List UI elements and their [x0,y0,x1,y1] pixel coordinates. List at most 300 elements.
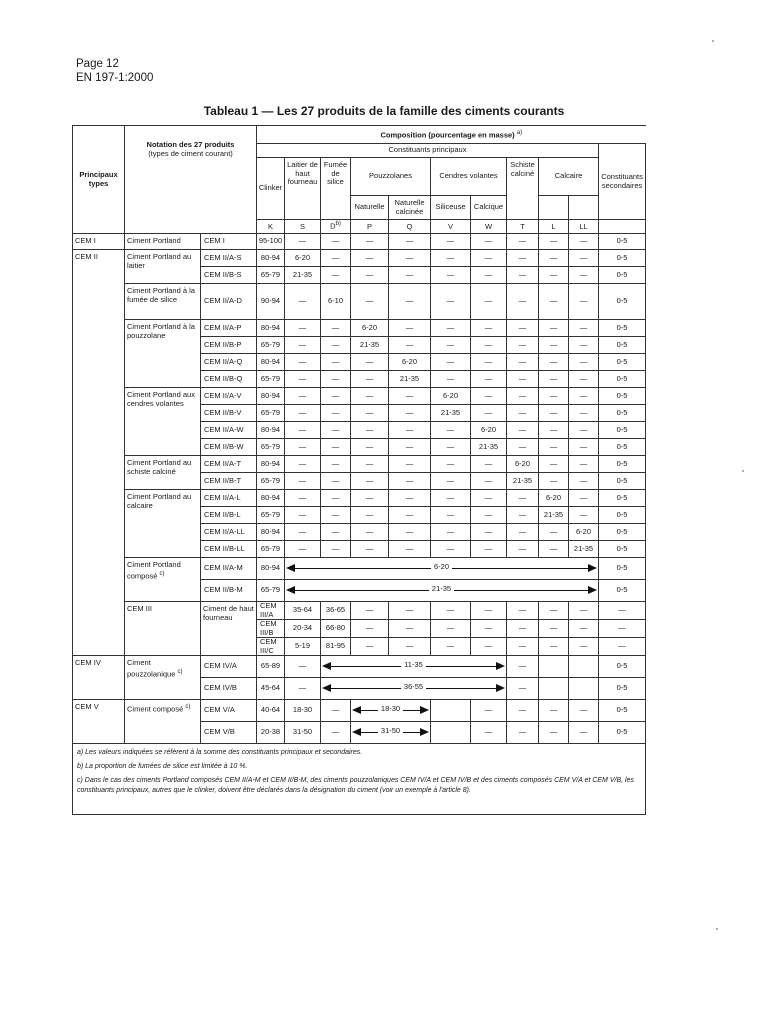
cell-l: — [539,388,569,405]
cell-k: 5-19 [285,638,321,656]
cell-k: 65-89 [257,656,285,678]
cell-q: — [431,638,471,656]
cell-t: — [507,422,539,439]
cell-ll: — [569,250,599,267]
cell-w: 21-35 [471,439,507,456]
cell-s: — [285,284,321,320]
cell-d: — [321,405,351,422]
cell-ll: — [599,620,646,638]
cement-code: CEM II/B-W [201,439,257,456]
cell-d: — [321,337,351,354]
cell-s: — [285,524,321,541]
cell-k: 80-94 [257,490,285,507]
cell-l: — [539,234,569,250]
cell-v: — [431,473,471,490]
symbol-q: Q [389,220,431,234]
cement-code: CEM II/B-P [201,337,257,354]
span-range-cem5a: 18-30 [351,700,431,722]
cell-p: — [351,422,389,439]
cell-secondaires: 0-5 [599,267,646,284]
cell-k: 65-79 [257,541,285,558]
cell-d: — [321,422,351,439]
cell-v: — [471,638,507,656]
span-range-cem2am: 6-20 [285,558,599,580]
scan-speck [712,40,714,42]
cell-k: 95-100 [257,234,285,250]
cell-t: — [539,638,569,656]
cell-s: 36-65 [321,602,351,620]
cement-code: CEM II/A-W [201,422,257,439]
cement-code: CEM II/B-M [201,580,257,602]
cell-v: — [431,267,471,284]
cell-k: 65-79 [257,371,285,388]
cell-q: — [389,405,431,422]
cell-ll: — [569,284,599,320]
cell-k: 20-34 [285,620,321,638]
cell-secondaires: 0-5 [599,473,646,490]
cell-v: — [431,507,471,524]
cell-t: — [507,250,539,267]
cell-v: — [471,620,507,638]
cement-code: CEM II/B-S [201,267,257,284]
cell-q: — [431,620,471,638]
cell-l: 21-35 [539,507,569,524]
cell-p: — [351,388,389,405]
cell-q: 6-20 [389,354,431,371]
cell-s: 81-95 [321,638,351,656]
header-naturelle: Naturelle [351,196,389,220]
cell-d: — [351,620,389,638]
cell-l [539,678,569,700]
cell-l: — [569,620,599,638]
cell-s: — [285,439,321,456]
cell-t: — [507,439,539,456]
cell-secondaires: 0-5 [599,722,646,744]
cell-t: — [507,524,539,541]
subgroup-compose: Ciment Portland composé $^{c)}$ [125,558,201,602]
cell-k: 35-64 [285,602,321,620]
cell-p: — [351,250,389,267]
cell-w: — [471,507,507,524]
cell-p: — [351,507,389,524]
cell-ll [569,656,599,678]
cell-d: — [321,507,351,524]
header-calcique: Calcique [471,196,507,220]
scan-speck [716,928,718,930]
cell-t: — [507,371,539,388]
subgroup-compose-v: Ciment composé $^{c)}$ [125,700,201,744]
group-cem-ii: CEM II [73,250,125,656]
cell-p: — [351,284,389,320]
cell-s: — [285,234,321,250]
cell-s: — [285,507,321,524]
cement-code: CEM III/A [257,602,285,620]
cell-secondaires: 0-5 [599,700,646,722]
cement-code: CEM IV/B [201,678,257,700]
cell-ll: 21-35 [569,541,599,558]
cell-w: — [471,250,507,267]
cell-k: 80-94 [257,320,285,337]
cement-code: CEM II/A-S [201,250,257,267]
cell-w: 6-20 [471,422,507,439]
cell-t: — [507,656,539,678]
cell-t: — [507,490,539,507]
symbol-secondaires [599,220,646,234]
cell-d: — [321,439,351,456]
cell-secondaires: 0-5 [599,234,646,250]
cell-p: — [351,405,389,422]
cell-p: 6-20 [351,320,389,337]
cell-p: — [351,371,389,388]
cell-v: — [431,337,471,354]
cement-code: CEM II/A-L [201,490,257,507]
scan-speck [742,470,744,472]
cell-p: — [351,456,389,473]
cell-t: — [507,354,539,371]
cell-k: 65-79 [257,405,285,422]
footnote-c: c) Dans le cas des ciments Portland composés CEM II/A-M et CEM II/B-M, des ciments pouzzolaniques CEM IV/A et CEM IV/B et des ciments composés CEM V/A et CEM V/B, les constituants principaux, autres que le clinker, doivent être déclarés dans la désignation du ciment (voir un exemple à l'article 8). [77,777,634,794]
cell-q: — [389,320,431,337]
header-secondaires: Constituants secondaires [599,144,646,220]
cell-s: 21-35 [285,267,321,284]
cell-s: — [285,490,321,507]
cell-d: — [321,473,351,490]
cell-secondaires: 0-5 [599,524,646,541]
cell-q: — [389,337,431,354]
cell-q: — [389,541,431,558]
standard-reference: EN 197-1:2000 [76,72,154,84]
span-range-cem4a: 11-35 [321,656,507,678]
cell-q: — [389,388,431,405]
cell-w: — [507,638,539,656]
symbol-w: W [471,220,507,234]
cell-d: — [321,250,351,267]
cell-t: — [507,541,539,558]
footnotes [73,744,646,815]
cell-k: 40-64 [257,700,285,722]
cell-l: — [539,722,569,744]
cell-w: — [471,234,507,250]
header-composition: Composition (pourcentage en masse) $^{a)}$ [257,126,646,144]
cell-p: — [351,473,389,490]
cell-d: — [321,320,351,337]
group-cem-iii: CEM III [125,602,201,656]
cell-s: — [285,456,321,473]
header-laitier: Laitier de haut fourneau [285,158,321,220]
cell-t: — [507,234,539,250]
cell-p: — [351,524,389,541]
cell-l: — [539,320,569,337]
cell-ll: — [569,439,599,456]
cell-t: — [507,337,539,354]
cement-code: CEM II/A-D [201,284,257,320]
cement-code: CEM I [201,234,257,250]
subgroup-laitier: Ciment Portland au laitier [125,250,201,284]
cell-v: — [431,422,471,439]
subgroup-cendres: Ciment Portland aux cendres volantes [125,388,201,456]
cell-p: — [351,439,389,456]
cell-p: — [389,602,431,620]
cell-ll: — [569,456,599,473]
cell-l: — [539,371,569,388]
cell-secondaires: 0-5 [599,490,646,507]
cement-code: CEM II/A-M [201,558,257,580]
cell-secondaires: 0-5 [599,284,646,320]
cell-w: — [471,524,507,541]
cell-k: 65-79 [257,580,285,602]
table-title: Tableau 1 — Les 27 produits de la famille des ciments courants [203,104,565,118]
cell-d: — [321,234,351,250]
cell-k: 65-79 [257,507,285,524]
cell-ll: — [599,602,646,620]
cell-ll: 6-20 [569,524,599,541]
span-range-cem5b: 31-50 [351,722,431,744]
cell-q: — [389,490,431,507]
symbol-d: $D^{b)}$ [321,220,351,234]
cell-ll: — [599,638,646,656]
cell-s: — [285,656,321,678]
cell-k: 80-94 [257,354,285,371]
group-cem-iv: CEM IV [73,656,125,700]
cell-l: — [539,700,569,722]
symbol-t: T [507,220,539,234]
cell-secondaires: 0-5 [599,405,646,422]
cell-secondaires: 0-5 [599,541,646,558]
cell-v: — [431,234,471,250]
cell-ll: — [569,405,599,422]
cell-k: 45-64 [257,678,285,700]
cement-code: CEM II/A-V [201,388,257,405]
cell-v: 6-20 [431,388,471,405]
header-fumee: Fumée de silice [321,158,351,220]
cell-l: — [539,473,569,490]
cell-p: — [351,354,389,371]
cell-ll: — [569,700,599,722]
cell-d: — [351,638,389,656]
header-pouzzolanes: Pouzzolanes [351,158,431,196]
cell-q: — [389,234,431,250]
cell-ll: — [569,337,599,354]
cell-v [431,700,471,722]
cell-l: — [569,638,599,656]
cell-ll: — [569,234,599,250]
cell-ll: — [569,473,599,490]
cell-d: — [321,354,351,371]
cell-q: — [389,284,431,320]
cell-t: — [507,507,539,524]
cell-secondaires: 0-5 [599,439,646,456]
cell-d: — [321,371,351,388]
cell-w: — [471,722,507,744]
group-cem-i: CEM I [73,234,125,250]
cement-code: CEM II/A-Q [201,354,257,371]
cell-p: — [351,267,389,284]
cell-t: — [507,678,539,700]
symbol-v: V [431,220,471,234]
group-cem-v: CEM V [73,700,125,744]
subgroup-ciment-portland: Ciment Portland [125,234,201,250]
cell-s: — [285,405,321,422]
cell-k: 80-94 [257,524,285,541]
cell-s: — [285,678,321,700]
cell-ll: — [569,507,599,524]
cell-w: — [471,337,507,354]
cell-s: — [285,354,321,371]
cell-ll [569,678,599,700]
cell-w: — [507,620,539,638]
cell-k: 80-94 [257,250,285,267]
cell-v: — [431,524,471,541]
cell-l: — [539,422,569,439]
cell-k: 65-79 [257,439,285,456]
subgroup-calcaire: Ciment Portland au calcaire [125,490,201,558]
cell-s: — [285,337,321,354]
cell-w: — [471,541,507,558]
subgroup-pouzzolanique: Ciment pouzzolanique $^{c)}$ [125,656,201,700]
cell-t: — [507,700,539,722]
cement-code: CEM II/B-Q [201,371,257,388]
cell-t: — [507,405,539,422]
cell-d: — [321,541,351,558]
header-cendres: Cendres volantes [431,158,507,196]
cell-v: — [431,439,471,456]
header-siliceuse: Siliceuse [431,196,471,220]
cell-ll: — [569,320,599,337]
cell-d: — [321,722,351,744]
cement-code: CEM II/A-P [201,320,257,337]
cell-w: — [471,456,507,473]
symbol-k: K [257,220,285,234]
cell-l: — [539,541,569,558]
cell-secondaires: 0-5 [599,320,646,337]
cell-v: — [431,320,471,337]
cell-k: 65-79 [257,267,285,284]
cell-p: — [389,638,431,656]
cell-w: — [471,320,507,337]
header-calcaire-l-blank [539,196,569,220]
cell-w: — [471,284,507,320]
cell-secondaires: 0-5 [599,371,646,388]
cell-p: — [351,234,389,250]
cell-ll: — [569,371,599,388]
cell-w: — [471,490,507,507]
cement-code: CEM II/A-LL [201,524,257,541]
cell-l: — [539,456,569,473]
cell-l: — [539,405,569,422]
header-constituants-principaux: Constituants principaux [257,144,599,158]
cell-v: — [431,490,471,507]
cell-secondaires: 0-5 [599,656,646,678]
cement-code: CEM II/B-LL [201,541,257,558]
cell-v: — [431,456,471,473]
cell-v: — [431,371,471,388]
cell-q: — [389,473,431,490]
cell-w: — [471,405,507,422]
cell-d: — [321,700,351,722]
cell-q: 21-35 [389,371,431,388]
subgroup-pouzzolane: Ciment Portland à la pouzzolane [125,320,201,388]
cell-q: — [389,422,431,439]
cell-t: — [539,602,569,620]
cell-l: — [539,250,569,267]
cement-code: CEM IV/A [201,656,257,678]
cell-l: — [539,354,569,371]
cell-l: — [539,284,569,320]
cell-t: — [507,267,539,284]
symbol-p: P [351,220,389,234]
cell-l: — [539,267,569,284]
cement-code: CEM III/C [257,638,285,656]
cell-t: — [507,320,539,337]
cell-secondaires: 0-5 [599,337,646,354]
cell-k: 90-94 [257,284,285,320]
header-calcaire-ll-blank [569,196,599,220]
cement-code: CEM III/B [257,620,285,638]
cell-s: — [285,422,321,439]
cell-v [431,722,471,744]
cell-v: — [431,284,471,320]
cell-q: — [389,439,431,456]
symbol-l: L [539,220,569,234]
cell-s: 31-50 [285,722,321,744]
cell-q: — [389,267,431,284]
cell-l: — [539,524,569,541]
cell-secondaires: 0-5 [599,388,646,405]
cell-p: 21-35 [351,337,389,354]
cell-t: — [507,388,539,405]
header-notation: Notation des 27 produits (types de ciment courant) [125,126,257,234]
cell-w: — [471,700,507,722]
cell-v: — [431,354,471,371]
cell-d: — [321,456,351,473]
cell-k: 80-94 [257,388,285,405]
cell-d: — [321,388,351,405]
subgroup-haut-fourneau: Ciment de haut fourneau [201,602,257,656]
cell-ll: — [569,354,599,371]
cement-code: CEM II/B-L [201,507,257,524]
cement-code: CEM II/B-T [201,473,257,490]
cell-w: — [471,388,507,405]
cell-s: 66-80 [321,620,351,638]
cell-l: — [539,439,569,456]
cell-k: 65-79 [257,337,285,354]
cell-s: — [285,320,321,337]
cell-t: — [507,284,539,320]
cell-w: — [507,602,539,620]
cell-v: — [471,602,507,620]
symbol-ll: LL [569,220,599,234]
cell-secondaires: 0-5 [599,558,646,580]
cell-d: — [351,602,389,620]
cement-code: CEM II/A-T [201,456,257,473]
cell-k: 65-79 [257,473,285,490]
cell-ll: — [569,388,599,405]
cell-t: — [507,722,539,744]
cell-v: — [431,250,471,267]
cell-d: — [321,267,351,284]
cell-ll: — [569,422,599,439]
cell-secondaires: 0-5 [599,678,646,700]
cement-code: CEM V/B [201,722,257,744]
cell-d: — [321,490,351,507]
cell-l: 6-20 [539,490,569,507]
cell-s: — [285,388,321,405]
cell-s: 18-30 [285,700,321,722]
cell-w: — [471,473,507,490]
cement-code: CEM V/A [201,700,257,722]
cell-s: — [285,371,321,388]
cell-k: 80-94 [257,558,285,580]
